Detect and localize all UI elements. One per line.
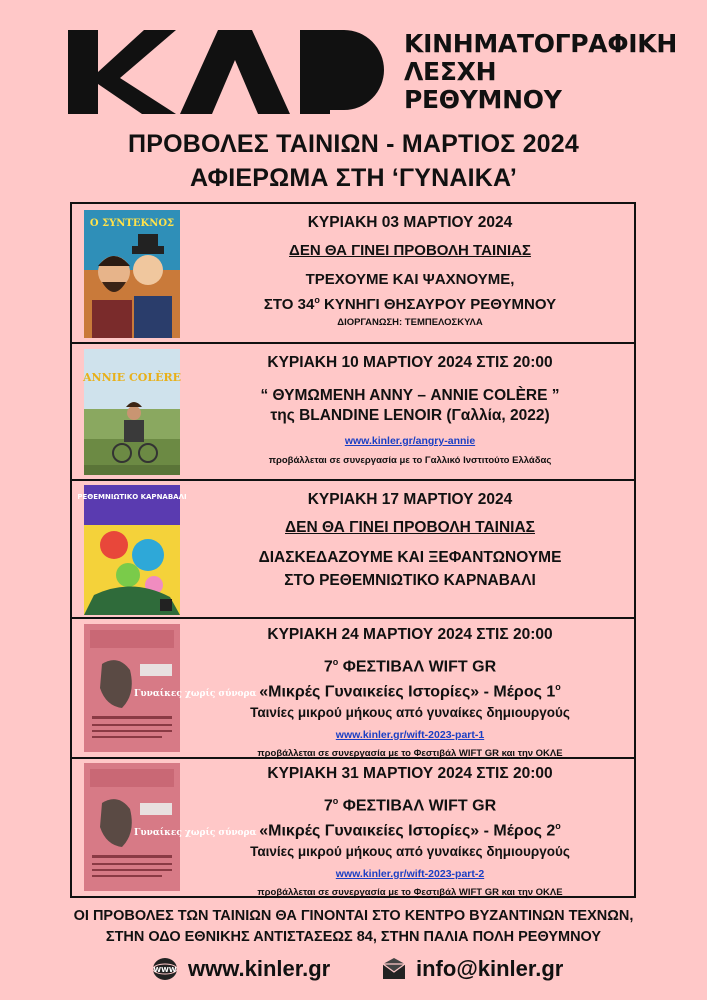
festival-description: Ταινίες μικρού μήκους από γυναίκες δημιουργούς	[250, 704, 570, 720]
schedule-row-2	[72, 344, 634, 481]
event-date: ΚΥΡΙΑΚΗ 31 ΜΑΡΤΙΟΥ 2024 ΣΤΙΣ 20:00	[267, 765, 553, 782]
envelope-icon	[382, 958, 406, 980]
svg-text:Γυναίκες χωρίς σύνορα: Γυναίκες χωρίς σύνορα	[134, 828, 257, 838]
club-name-line-2: ΛΕΣΧΗ	[404, 57, 497, 86]
film-link[interactable]: www.kinler.gr/wift-2023-part-1	[335, 728, 485, 741]
event-line-1: ΔΙΑΣΚΕΔΑΖΟΥΜΕ ΚΑΙ ΞΕΦΑΝΤΩΝΟΥΜΕ	[258, 549, 562, 566]
event-line-1: ΤΡΕΧΟΥΜΕ ΚΑΙ ΨΑΧΝΟΥΜΕ,	[305, 271, 515, 288]
partner-note: προβάλλεται σε συνεργασία με το Γαλλικό Ινστιτούτο Ελλάδας	[268, 455, 552, 466]
club-name-line-1: ΚΙΝΗΜΑΤΟΓΡΑΦΙΚΗ	[404, 29, 678, 58]
event-line-2: ΣΤΟ ΡΕΘΕΜΝΙΩΤΙΚΟ ΚΑΡΝΑΒΑΛΙ	[284, 572, 536, 589]
schedule-row-3	[72, 481, 634, 619]
svg-text:WWW: WWW	[153, 966, 177, 974]
club-name	[404, 30, 677, 114]
schedule-table	[70, 202, 636, 898]
poster-carnival	[77, 485, 187, 615]
svg-text:ΡΕΘΕΜΝΙΩΤΙΚΟ ΚΑΡΝΑΒΑΛΙ: ΡΕΘΕΜΝΙΩΤΙΚΟ ΚΑΡΝΑΒΑΛΙ	[77, 493, 187, 501]
event-line-2: ΣΤΟ $34^o$ ΚΥΝΗΓΙ ΘΗΣΑΥΡΟΥ ΡΕΘΥΜΝΟΥ	[263, 295, 557, 313]
website-contact[interactable]	[152, 956, 330, 982]
event-date: ΚΥΡΙΑΚΗ 17 ΜΑΡΤΙΟΥ 2024	[307, 491, 513, 508]
svg-text:Ο ΣΥΝΤΕΚΝΟΣ: Ο ΣΥΝΤΕΚΝΟΣ	[89, 218, 175, 229]
film-director: της BLANDINE LENOIR (Γαλλία, 2022)	[270, 407, 550, 424]
event-info-4	[190, 619, 630, 759]
festival-description: Ταινίες μικρού μήκους από γυναίκες δημιουργούς	[250, 843, 570, 859]
poster-wift-part-2	[84, 763, 257, 891]
website-link[interactable]: www.kinler.gr	[188, 956, 331, 981]
festival-name: $7^o$ ΦΕΣΤΙΒΑΛ WIFT GR	[323, 796, 497, 815]
partner-note: προβάλλεται σε συνεργασία με το Φεστιβάλ WIFT GR και την ΟΚΛΕ	[257, 886, 563, 898]
svg-text:ANNIE COLÈRE: ANNIE COLÈRE	[83, 371, 181, 384]
page-title: ΠΡΟΒΟΛΕΣ ΤΑΙΝΙΩΝ - ΜΑΡΤΙΟΣ 2024	[127, 130, 579, 158]
poster-wift-part-1	[84, 624, 257, 752]
no-screening-notice: ΔΕΝ ΘΑ ΓΙΝΕΙ ΠΡΟΒΟΛΗ ΤΑΙΝΙΑΣ	[285, 519, 535, 536]
email-link[interactable]: info@kinler.gr	[416, 956, 564, 981]
event-organizer: ΔΙΟΡΓΑΝΩΣΗ: ΤΕΜΠΕΛΟΣΚΥΛΑ	[337, 317, 483, 328]
poster-annie-colere	[84, 349, 180, 475]
venue-line-2: ΣΤΗΝ ΟΔΟ ΕΘΝΙΚΗΣ ΑΝΤΙΣΤΑΣΕΩΣ 84, ΣΤΗΝ ΠΑΛΙΑ ΠΟΛΗ ΡΕΘΥΜΝΟΥ	[105, 929, 602, 945]
event-info-1	[190, 204, 630, 328]
poster-o-syntexnos	[84, 210, 180, 338]
header	[68, 28, 678, 118]
partner-note: προβάλλεται σε συνεργασία με το Φεστιβάλ WIFT GR και την ΟΚΛΕ	[257, 747, 563, 759]
schedule-row-5	[72, 759, 634, 896]
film-title: “ ΘΥΜΩΜΕΝΗ ΑΝΝΥ – ANNIE COLÈRE ”	[260, 387, 560, 404]
globe-icon	[152, 957, 178, 981]
venue-line-1: ΟΙ ΠΡΟΒΟΛΕΣ ΤΩΝ ΤΑΙΝΙΩΝ ΘΑ ΓΙΝΟΝΤΑΙ ΣΤΟ ΚΕΝΤΡΟ ΒΥΖΑΝΤΙΝΩΝ ΤΕΧΝΩΝ,	[73, 908, 634, 924]
page-subtitle: ΑΦΙΕΡΩΜΑ ΣΤΗ ‘ΓΥΝΑΙΚΑ’	[189, 164, 518, 192]
event-info-3	[190, 481, 630, 591]
festival-program: «Μικρές Γυναικείες Ιστορίες» - Μέρος $2^o$	[259, 821, 561, 840]
club-name-line-3: ΡΕΘΥΜΝΟΥ	[404, 85, 562, 114]
no-screening-notice: ΔΕΝ ΘΑ ΓΙΝΕΙ ΠΡΟΒΟΛΗ ΤΑΙΝΙΑΣ	[289, 242, 531, 259]
event-date: ΚΥΡΙΑΚΗ 03 ΜΑΡΤΙΟΥ 2024	[307, 214, 513, 231]
festival-name: $7^o$ ΦΕΣΤΙΒΑΛ WIFT GR	[323, 657, 497, 676]
event-info-2	[190, 344, 630, 466]
email-contact[interactable]	[382, 956, 563, 982]
svg-text:Γυναίκες χωρίς σύνορα: Γυναίκες χωρίς σύνορα	[134, 689, 257, 699]
film-link[interactable]: www.kinler.gr/wift-2023-part-2	[335, 867, 485, 880]
event-date: ΚΥΡΙΑΚΗ 24 ΜΑΡΤΙΟΥ 2024 ΣΤΙΣ 20:00	[267, 626, 553, 643]
schedule-row-1	[72, 204, 634, 344]
event-info-5	[190, 759, 630, 898]
film-link[interactable]: www.kinler.gr/angry-annie	[344, 435, 476, 447]
club-logo	[68, 28, 388, 116]
festival-program: «Μικρές Γυναικείες Ιστορίες» - Μέρος $1^o$	[259, 682, 561, 701]
schedule-row-4	[72, 619, 634, 759]
event-date: ΚΥΡΙΑΚΗ 10 ΜΑΡΤΙΟΥ 2024 ΣΤΙΣ 20:00	[267, 354, 553, 371]
